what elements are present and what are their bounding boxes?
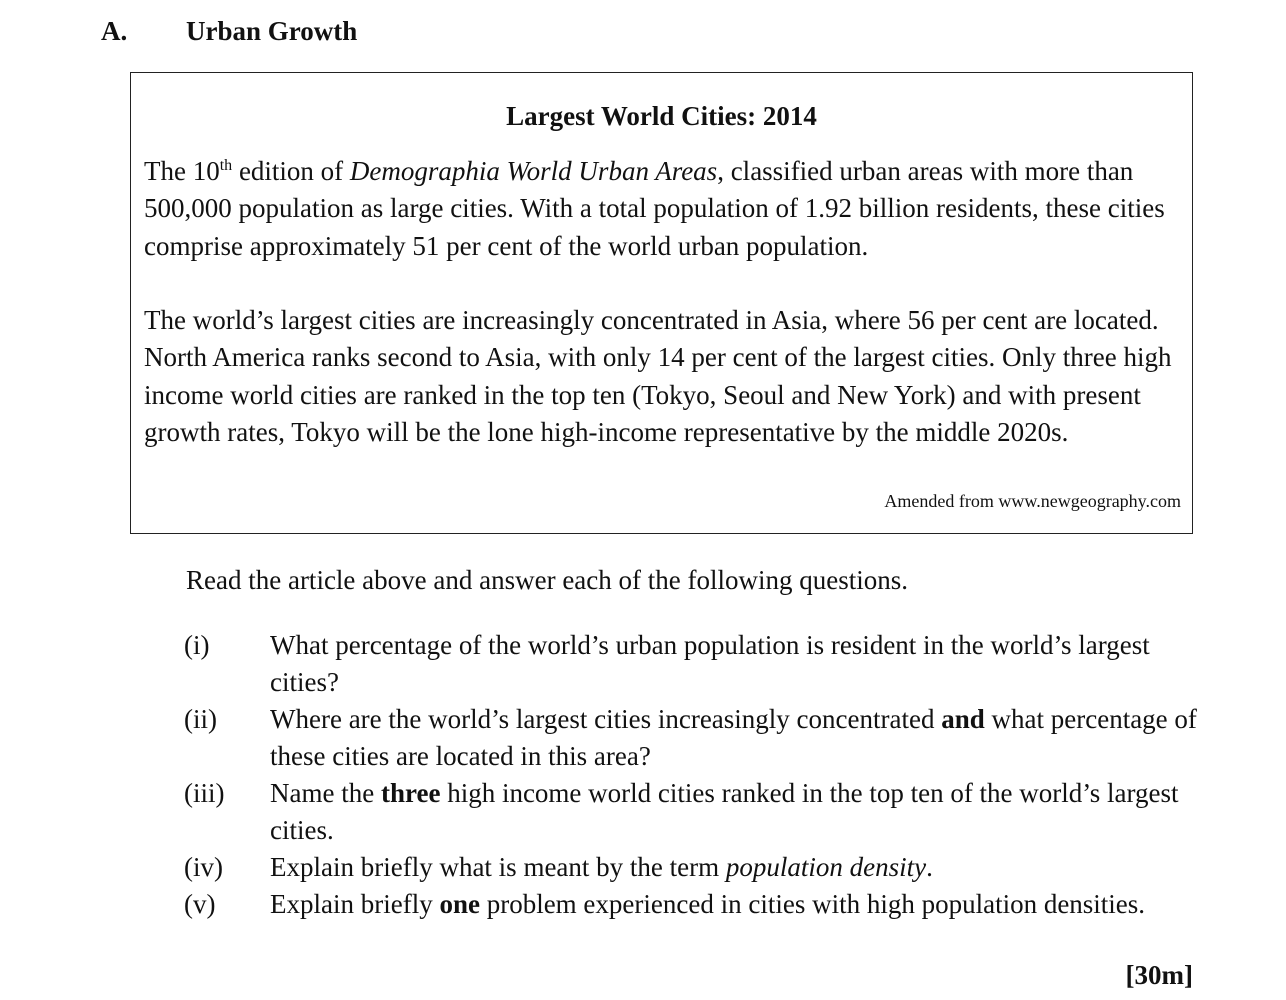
para1-mid: edition of: [232, 156, 350, 186]
question-number-iv: (iv): [184, 852, 223, 882]
question-text-i: What percentage of the world’s urban population is resident in the world’s largest cities?: [270, 630, 1150, 697]
section-title: Urban Growth: [186, 16, 358, 46]
marks-total: [30m]: [1125, 960, 1193, 990]
question-iv-pre: Explain briefly what is meant by the term: [270, 852, 726, 882]
question-v-bold: one: [439, 889, 480, 919]
publication-title: Demographia World Urban Areas: [349, 156, 718, 186]
question-iii-post: high income world cities ranked in the top ten of the world’s largest cities.: [270, 778, 1179, 845]
question-number-v: (v): [184, 889, 216, 919]
question-text-iv: [270, 849, 1205, 886]
question-iv-italic: population density: [725, 852, 927, 882]
source-credit: Amended from www.newgeography.com: [884, 491, 1181, 511]
section-letter: A.: [101, 16, 128, 46]
question-number-i: (i): [184, 630, 210, 660]
article-box: [130, 72, 1193, 534]
question-number-iii: (iii): [184, 778, 225, 808]
question-v-pre: Explain briefly: [270, 889, 440, 919]
article-paragraph-1: [144, 153, 1189, 265]
para1-post: , classified urban areas with more than 500,000 population as large cities. With a total population of 1.92 billion residents, these cities comprise approximately 51 per cent of the world urban population.: [144, 156, 1165, 261]
question-ii-post: what percentage of these cities are located in this area?: [270, 704, 1197, 771]
article-paragraph-2: The world’s largest cities are increasingly concentrated in Asia, where 56 per cent are located. North America ranks second to Asia, with only 14 per cent of the largest cities. Only three high income world cities are ranked in the top ten (Tokyo, Seoul and New York) and with present growth rates, Tokyo will be the lone high-income representative by the middle 2020s.: [144, 305, 1172, 447]
question-number-ii: (ii): [184, 704, 217, 734]
para1-superscript: th: [219, 157, 233, 174]
question-ii-bold: and: [941, 704, 985, 734]
question-text-ii: [270, 701, 1205, 775]
para1-pre: The 10: [144, 156, 220, 186]
question-iii-bold: three: [380, 778, 441, 808]
article-title: Largest World Cities: 2014: [506, 101, 817, 131]
question-v-post: problem experienced in cities with high population densities.: [479, 889, 1146, 919]
question-text-iii: [270, 775, 1205, 849]
question-text-v: [270, 886, 1205, 923]
question-iii-pre: Name the: [270, 778, 381, 808]
question-iv-post: .: [926, 852, 933, 882]
question-ii-pre: Where are the world’s largest cities increasingly concentrated: [270, 704, 942, 734]
instruction-text: Read the article above and answer each of the following questions.: [186, 565, 908, 595]
